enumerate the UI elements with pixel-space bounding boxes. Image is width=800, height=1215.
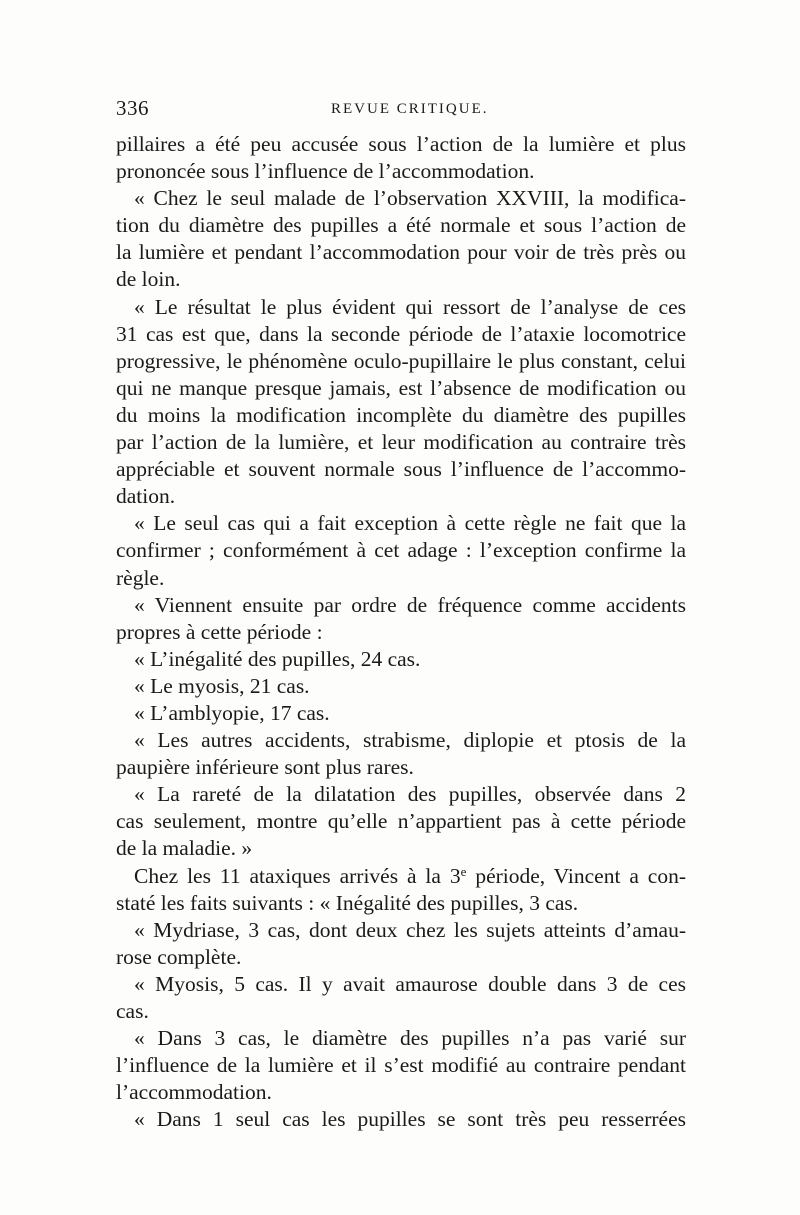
text-line: « Chez le seul malade de l’observation XXVIII, la modifica- xyxy=(134,186,686,211)
text-line: de la maladie. » xyxy=(116,836,253,861)
text-line: paupière inférieure sont plus rares. xyxy=(116,755,414,780)
text-line: la lumière et pendant l’accommodation pour voir de très près ou xyxy=(116,240,686,265)
text-line: « Myosis, 5 cas. Il y avait amaurose double dans 3 de ces xyxy=(134,971,686,996)
text-line: cas seulement, montre qu’elle n’appartient pas à cette période xyxy=(116,809,686,834)
text-line: règle. xyxy=(116,565,165,590)
running-head xyxy=(116,96,686,126)
text-line: appréciable et souvent normale sous l’influence de l’accommo- xyxy=(116,457,686,482)
text-line: « Les autres accidents, strabisme, diplopie et ptosis de la xyxy=(134,728,686,753)
text-line: dation. xyxy=(116,484,176,509)
running-title: REVUE CRITIQUE. xyxy=(331,101,489,117)
text-line: « Viennent ensuite par ordre de fréquence comme accidents xyxy=(134,592,686,617)
text-line: l’accommodation. xyxy=(116,1080,272,1105)
text-line: progressive, le phénomène oculo-pupillaire le plus constant, celui xyxy=(116,348,686,373)
text-line: « Le myosis, 21 cas. xyxy=(134,673,310,698)
text-line: de loin. xyxy=(116,267,181,292)
text-line: prononcée sous l’influence de l’accommodation. xyxy=(116,159,535,184)
text-line: « L’inégalité des pupilles, 24 cas. xyxy=(134,646,421,671)
text-line: « L’amblyopie, 17 cas. xyxy=(134,700,330,725)
body-text xyxy=(116,131,686,1133)
page-number: 336 xyxy=(116,96,149,120)
text-line: tion du diamètre des pupilles a été normale et sous l’action de xyxy=(116,213,686,238)
text-line: « Dans 3 cas, le diamètre des pupilles n’a pas varié sur xyxy=(134,1026,686,1051)
text-line: 31 cas est que, dans la seconde période de l’ataxie locomotrice xyxy=(116,321,686,346)
text-line: rose complète. xyxy=(116,944,242,969)
text-line: « Le seul cas qui a fait exception à cette règle ne fait que la xyxy=(134,511,686,536)
text-line: staté les faits suivants : « Inégalité des pupilles, 3 cas. xyxy=(116,890,579,915)
text-line: qui ne manque presque jamais, est l’absence de modification ou xyxy=(116,375,686,400)
text-line: par l’action de la lumière, et leur modification au contraire très xyxy=(116,430,686,455)
text-line: « Mydriase, 3 cas, dont deux chez les sujets atteints d’amau- xyxy=(134,917,686,942)
superscript: e xyxy=(460,863,467,879)
text-line: du moins la modification incomplète du diamètre des pupilles xyxy=(116,402,686,427)
text-line: pillaires a été peu accusée sous l’action de la lumière et plus xyxy=(116,132,686,156)
text-line: cas. xyxy=(116,999,149,1023)
text-line: Chez les 11 ataxiques arrivés à la 3e période, Vincent a con- xyxy=(134,863,687,888)
text-line: « Dans 1 seul cas les pupilles se sont très peu resserrées xyxy=(134,1107,686,1132)
text-line: confirmer ; conformément à cet adage : l’exception confirme la xyxy=(116,538,686,563)
text-line: « Le résultat le plus évident qui ressort de l’analyse de ces xyxy=(134,294,686,319)
text-line: « La rareté de la dilatation des pupilles, observée dans 2 xyxy=(134,782,686,807)
text-line: propres à cette période : xyxy=(116,619,323,644)
text-line: l’influence de la lumière et il s’est modifié au contraire pendant xyxy=(116,1053,686,1078)
